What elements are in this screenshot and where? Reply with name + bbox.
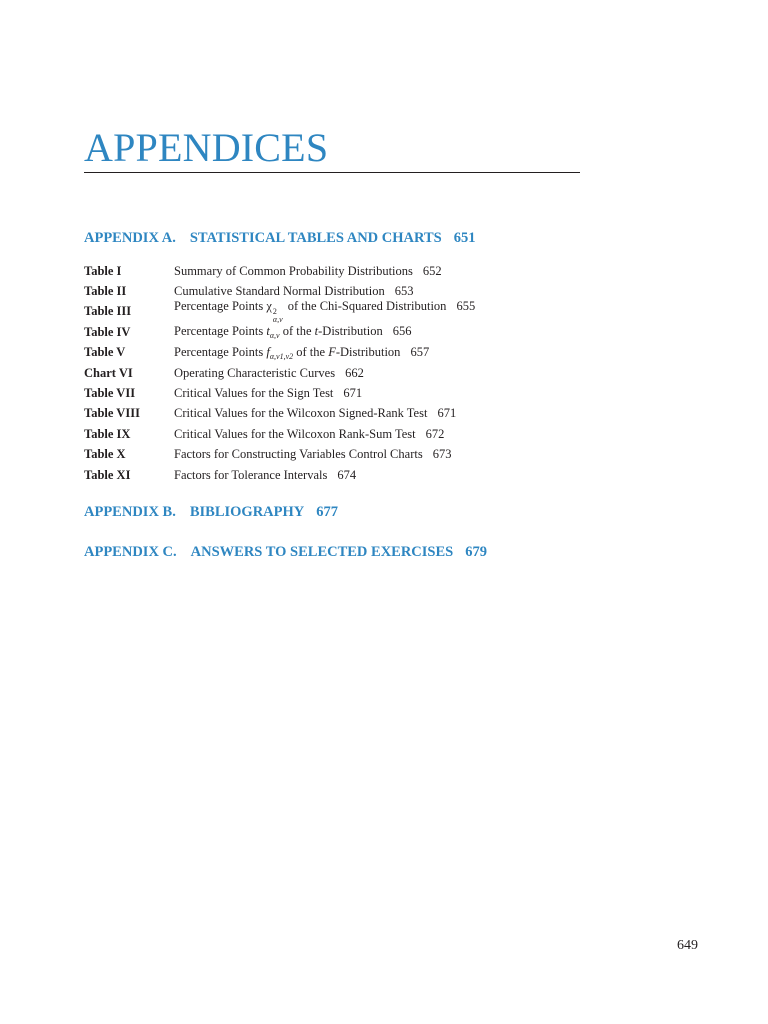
chi-square-notation: 2 α,v <box>272 307 283 325</box>
f-symbol: F <box>328 344 336 359</box>
appendix-label: APPENDIX B. <box>84 504 176 520</box>
table-label: Table IV <box>84 324 131 339</box>
table-title: Factors for Tolerance Intervals <box>174 467 328 482</box>
table-title: Cumulative Standard Normal Distribution <box>174 284 385 299</box>
table-label: Table V <box>84 345 126 360</box>
table-title: Critical Values for the Wilcoxon Rank-Sum Test <box>174 426 416 441</box>
appendix-a-heading <box>84 231 475 246</box>
table-entry <box>84 404 475 424</box>
t-symbol: t <box>266 324 270 339</box>
table-title: Critical Values for the Wilcoxon Signed-Rank Test <box>174 406 428 421</box>
table-page: 671 <box>437 406 457 421</box>
appendix-label: APPENDIX A. <box>84 230 176 246</box>
table-title: Percentage Points <box>174 344 264 359</box>
appendix-title: STATISTICAL TABLES AND CHARTS <box>189 230 442 246</box>
table-title-end: -Distribution <box>335 344 401 359</box>
appendix-page: 679 <box>465 544 487 560</box>
table-title-end: -Distribution <box>318 324 383 339</box>
table-entry <box>84 322 475 342</box>
table-entry <box>84 299 476 325</box>
t-subscript: α,v <box>269 331 280 341</box>
table-page: 653 <box>394 284 414 299</box>
table-list <box>84 261 475 485</box>
table-label: Table II <box>84 284 127 299</box>
appendix-title: ANSWERS TO SELECTED EXERCISES <box>190 544 454 560</box>
table-entry <box>84 383 475 403</box>
table-page: 673 <box>432 447 452 462</box>
table-entry <box>84 465 475 485</box>
table-entry <box>84 343 475 363</box>
table-label: Table IX <box>84 426 131 441</box>
table-page: 662 <box>345 365 364 380</box>
table-entry <box>84 363 475 383</box>
table-page: 656 <box>392 324 412 339</box>
table-label: Table X <box>84 447 126 462</box>
table-title-rest: of the <box>296 344 326 359</box>
table-title-rest: of the Chi-Squared Distribution <box>287 299 447 314</box>
appendix-c-heading <box>84 545 487 560</box>
table-title: Operating Characteristic Curves <box>174 365 336 380</box>
page-number: 649 <box>677 938 698 953</box>
table-label: Table XI <box>84 467 131 482</box>
table-entry <box>84 424 475 444</box>
table-title: Critical Values for the Sign Test <box>174 386 334 401</box>
table-page: 652 <box>422 263 442 278</box>
t-symbol: t <box>314 324 319 339</box>
table-label: Table III <box>84 304 132 319</box>
title-rule <box>84 172 580 173</box>
table-title: Summary of Common Probability Distributions <box>174 263 413 278</box>
appendix-page: 651 <box>453 230 476 246</box>
f-subscript: α,v1,v2 <box>269 351 294 361</box>
table-entry <box>84 261 475 281</box>
table-title: Percentage Points <box>174 324 264 339</box>
page-title: APPENDICES <box>84 125 329 170</box>
table-label: Table VII <box>84 386 136 401</box>
appendix-label: APPENDIX C. <box>84 544 177 560</box>
table-title-rest: of the <box>282 324 312 339</box>
table-page: 657 <box>410 344 430 359</box>
table-page: 672 <box>425 426 445 441</box>
f-symbol: f <box>266 344 270 359</box>
table-entry <box>84 445 475 465</box>
table-page: 655 <box>456 299 476 314</box>
appendix-b-heading <box>84 505 338 520</box>
table-title: Percentage Points χ <box>174 299 272 314</box>
table-page: 671 <box>343 386 363 401</box>
table-label: Table VIII <box>84 406 140 421</box>
table-label: Chart VI <box>84 365 133 380</box>
appendix-page: 677 <box>316 504 339 520</box>
table-page: 674 <box>337 467 357 482</box>
appendix-title: BIBLIOGRAPHY <box>189 504 305 520</box>
table-title: Factors for Constructing Variables Control Charts <box>174 447 423 462</box>
table-label: Table I <box>84 263 122 278</box>
